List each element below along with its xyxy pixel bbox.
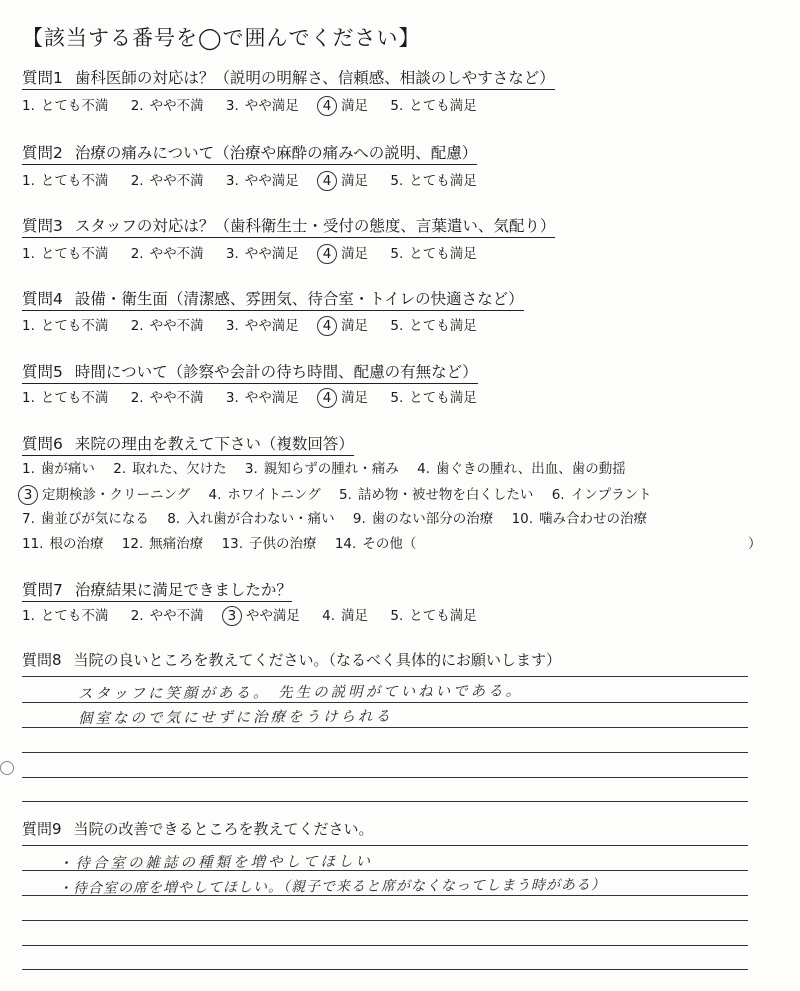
- instruction-header: 【該当する番号を◯で囲んでください】: [22, 26, 421, 50]
- reason-option[interactable]: 8. 入れ歯が合わない・痛い: [167, 511, 335, 527]
- question-1-options: [22, 96, 495, 116]
- reason-option-other[interactable]: 14. その他（: [334, 536, 417, 552]
- answer-rule: [22, 845, 748, 846]
- option-2[interactable]: 2. やや不満: [130, 246, 204, 262]
- question-text: 治療結果に満足できましたか？: [74, 581, 292, 599]
- option-3[interactable]: 3. やや満足: [225, 390, 299, 406]
- option-3[interactable]: 3. やや満足: [225, 173, 299, 189]
- question-6-row-2: [22, 485, 666, 505]
- question-4-options: [22, 316, 495, 336]
- option-1[interactable]: 1. とても不満: [22, 318, 109, 334]
- question-5-options: [22, 388, 495, 408]
- question-text: 当院の改善できるところを教えてください。: [73, 820, 374, 838]
- question-text: 歯科医師の対応は？（説明の明解さ、信頼感、相談のしやすさなど）: [74, 69, 555, 87]
- reason-option[interactable]: 9. 歯のない部分の治療: [352, 511, 494, 527]
- reason-option[interactable]: 4. ホワイトニング: [208, 487, 321, 503]
- reason-option[interactable]: 5. 詰め物・被せ物を白くしたい: [339, 487, 534, 503]
- option-1[interactable]: 1. とても不満: [22, 246, 109, 262]
- question-label: 質問1: [22, 69, 63, 87]
- option-1[interactable]: 1. とても不満: [22, 608, 109, 624]
- option-5[interactable]: 5. とても満足: [390, 318, 477, 334]
- option-4-selected[interactable]: 4 満足: [321, 388, 368, 408]
- reason-option[interactable]: 13. 子供の治療: [221, 536, 317, 552]
- question-label: 質問8: [22, 651, 62, 669]
- option-2[interactable]: 2. やや不満: [130, 608, 204, 624]
- question-label: 質問5: [22, 363, 63, 381]
- question-7-title: [22, 580, 292, 602]
- question-6-row-3: [22, 510, 661, 528]
- reason-option[interactable]: 2. 取れた、欠けた: [113, 461, 227, 477]
- question-7-options: [22, 606, 495, 626]
- option-3[interactable]: 3. やや満足: [225, 318, 299, 334]
- option-4-selected[interactable]: 4 満足: [321, 171, 368, 191]
- question-text: 時間について（診察や会計の待ち時間、配慮の有無など）: [74, 363, 478, 381]
- question-1-title: [22, 68, 555, 90]
- option-5[interactable]: 5. とても満足: [390, 390, 477, 406]
- answer-rule: [22, 945, 748, 946]
- question-text: スタッフの対応は？（歯科衛生士・受付の態度、言葉遣い、気配り）: [74, 217, 556, 235]
- option-2[interactable]: 2. やや不満: [130, 390, 204, 406]
- scan-hole-mark: [0, 761, 14, 775]
- option-1[interactable]: 1. とても不満: [22, 173, 109, 189]
- option-5[interactable]: 5. とても満足: [390, 608, 477, 624]
- option-4-selected[interactable]: 4 満足: [321, 244, 368, 264]
- question-9-title: [22, 820, 374, 838]
- question-3-options: [22, 244, 495, 264]
- option-1[interactable]: 1. とても不満: [22, 390, 109, 406]
- question-label: 質問4: [22, 290, 63, 308]
- option-4-selected[interactable]: 4 満足: [321, 96, 368, 116]
- question-8-title: [22, 651, 561, 669]
- option-4-selected[interactable]: 4 満足: [321, 316, 368, 336]
- reason-option[interactable]: 3. 親知らずの腫れ・痛み: [244, 461, 399, 477]
- question-2-title: [22, 143, 477, 165]
- answer-rule: [22, 801, 748, 802]
- question-label: 質問9: [22, 820, 62, 838]
- question-3-title: [22, 216, 555, 238]
- answer-rule: [22, 676, 748, 677]
- reason-option[interactable]: 10. 噛み合わせの治療: [511, 511, 648, 527]
- option-1[interactable]: 1. とても不満: [22, 98, 109, 114]
- question-6-row-4: [22, 535, 430, 553]
- handwritten-answer: 個室なので気にせずに治療をうけられる: [77, 708, 394, 728]
- option-5[interactable]: 5. とても満足: [390, 98, 477, 114]
- answer-rule: [22, 752, 748, 753]
- handwritten-answer: ・待合室の雑誌の種類を増やしてほしい: [57, 853, 374, 873]
- question-text: 当院の良いところを教えてください。（なるべく具体的にお願いします）: [73, 651, 562, 669]
- question-text: 設備・衛生面（清潔感、雰囲気、待合室・トイレの快適さなど）: [74, 290, 524, 308]
- option-5[interactable]: 5. とても満足: [390, 173, 477, 189]
- answer-rule: [22, 969, 748, 970]
- reason-option-selected[interactable]: 3 定期検診・クリーニング: [22, 485, 190, 505]
- other-close-paren: ）: [748, 536, 762, 552]
- option-2[interactable]: 2. やや不満: [130, 98, 204, 114]
- question-6-title: [22, 434, 354, 456]
- option-3[interactable]: 3. やや満足: [225, 98, 299, 114]
- question-label: 質問7: [22, 581, 63, 599]
- question-label: 質問3: [22, 217, 63, 235]
- answer-rule: [22, 920, 748, 921]
- option-2[interactable]: 2. やや不満: [130, 318, 204, 334]
- question-text: 来院の理由を教えて下さい（複数回答）: [74, 435, 354, 453]
- question-6-row-1: [22, 460, 640, 478]
- question-5-title: [22, 362, 478, 384]
- option-3-selected[interactable]: 3 やや満足: [226, 606, 300, 626]
- reason-option[interactable]: 6. インプラント: [551, 487, 652, 503]
- reason-option[interactable]: 12. 無痛治療: [121, 536, 204, 552]
- option-2[interactable]: 2. やや不満: [130, 173, 204, 189]
- handwritten-answer: ・待合室の席を増やしてほしい。（親子で来ると席がなくなってしまう時がある）: [57, 877, 607, 897]
- question-label: 質問2: [22, 144, 63, 162]
- option-4[interactable]: 4. 満足: [322, 608, 369, 624]
- question-label: 質問6: [22, 435, 63, 453]
- question-4-title: [22, 289, 524, 311]
- reason-option[interactable]: 4. 歯ぐきの腫れ、出血、歯の動揺: [417, 461, 626, 477]
- answer-rule: [22, 777, 748, 778]
- question-text: 治療の痛みについて（治療や麻酔の痛みへの説明、配慮）: [74, 144, 478, 162]
- question-2-options: [22, 171, 495, 191]
- option-5[interactable]: 5. とても満足: [390, 246, 477, 262]
- option-3[interactable]: 3. やや満足: [225, 246, 299, 262]
- reason-option[interactable]: 1. 歯が痛い: [22, 461, 95, 477]
- reason-option[interactable]: 7. 歯並びが気になる: [22, 511, 149, 527]
- reason-option[interactable]: 11. 根の治療: [22, 536, 104, 552]
- handwritten-answer: スタッフに笑顔がある。 先生の説明がていねいである。: [77, 683, 524, 703]
